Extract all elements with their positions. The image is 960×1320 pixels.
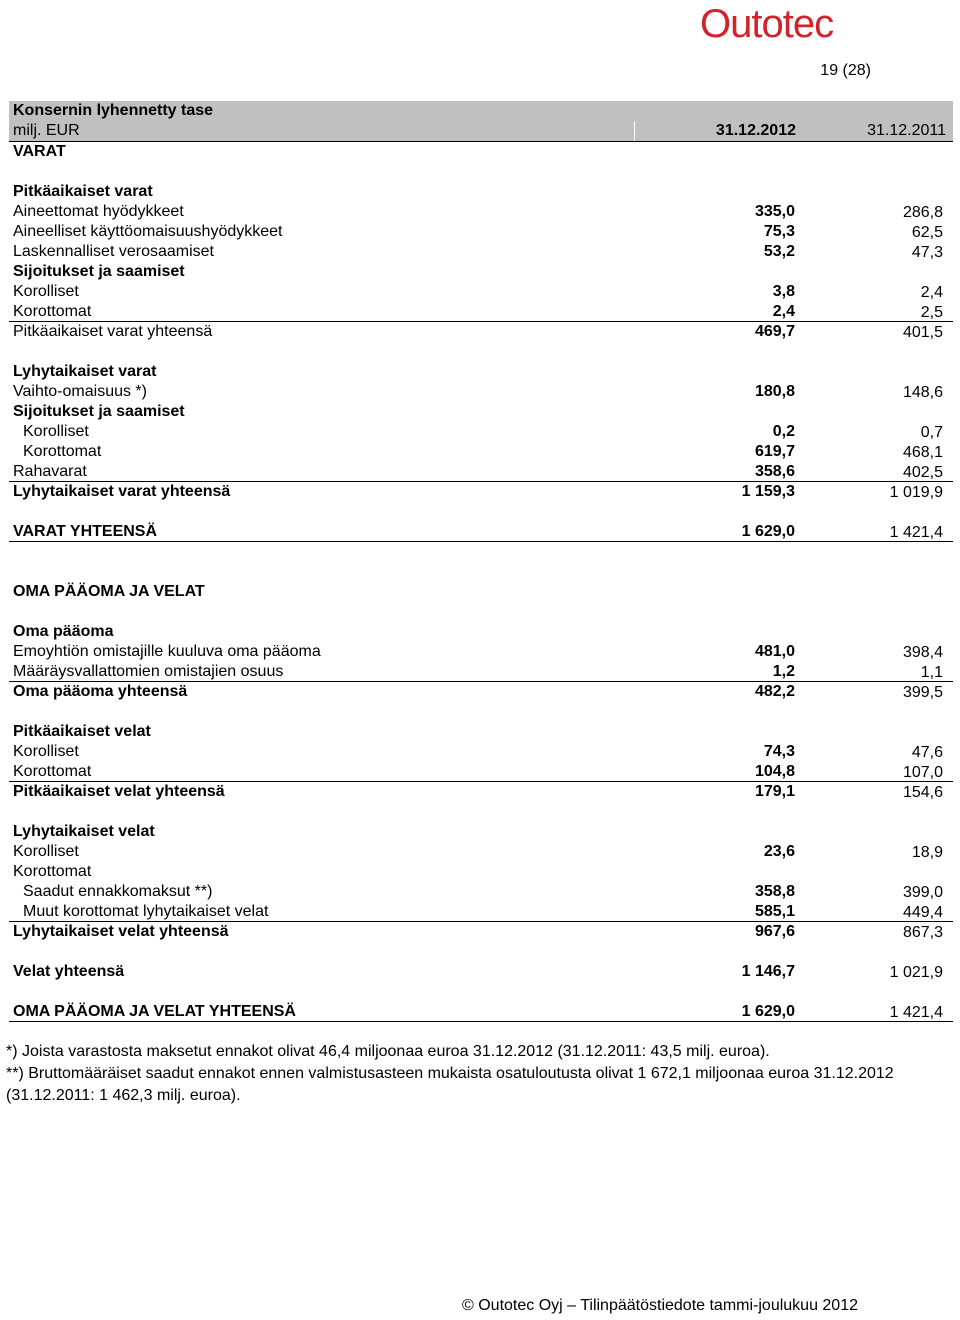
value-2011: 18,9 (911, 844, 943, 861)
row-label: Korolliset (13, 283, 79, 300)
table-row (9, 202, 953, 222)
value-2011: 399,0 (902, 884, 943, 901)
spacer-row (9, 502, 953, 522)
value-2011: 449,4 (902, 904, 943, 921)
column-header-2012: 31.12.2012 (715, 122, 796, 139)
table-row (9, 522, 953, 542)
table-row (9, 482, 953, 502)
header-divider (634, 121, 635, 141)
table-row (9, 882, 953, 902)
value-2011: 468,1 (902, 444, 943, 461)
table-row (9, 662, 953, 682)
row-label: Korottomat (13, 303, 92, 320)
footnote-2-line-1: **) Bruttomääräiset saadut ennakot ennen valmistusasteen mukaista osatuloutusta olivat 1 672,1 miljoonaa euroa 31.12.2012 (6, 1065, 894, 1082)
table-row (9, 442, 953, 462)
table-row (9, 682, 953, 702)
row-label: Muut korottomat lyhytaikaiset velat (23, 903, 269, 920)
value-2012: 23,6 (763, 843, 795, 860)
row-label: VARAT YHTEENSÄ (13, 523, 158, 540)
row-label: Pitkäaikaiset velat yhteensä (13, 783, 225, 800)
table-row (9, 322, 953, 342)
copyright-footer: © Outotec Oyj – Tilinpäätöstiedote tammi-joulukuu 2012 (462, 1297, 858, 1314)
row-label: Vaihto-omaisuus *) (13, 383, 147, 400)
row-label: Lyhytaikaiset varat (13, 363, 157, 380)
table-unit: milj. EUR (13, 122, 80, 139)
value-2011: 402,5 (902, 464, 943, 481)
table-row (9, 582, 953, 602)
value-2012: 180,8 (754, 383, 795, 400)
row-label: Oma pääoma yhteensä (13, 683, 188, 700)
value-2012: 104,8 (754, 763, 795, 780)
value-2011: 1 021,9 (889, 964, 943, 981)
row-label: Rahavarat (13, 463, 87, 480)
value-2012: 482,2 (754, 683, 795, 700)
row-label: Lyhytaikaiset velat yhteensä (13, 923, 229, 940)
row-label: Aineelliset käyttöomaisuushyödykkeet (13, 223, 283, 240)
footnote-1: *) Joista varastosta maksetut ennakot olivat 46,4 miljoonaa euroa 31.12.2012 (31.12.2011: 43,5 milj. euroa). (6, 1043, 770, 1060)
spacer-row (9, 342, 953, 362)
value-2012: 619,7 (754, 443, 795, 460)
value-2012: 1 629,0 (741, 523, 795, 540)
value-2012: 0,2 (772, 423, 795, 440)
value-2012: 3,8 (772, 283, 795, 300)
value-2012: 1 146,7 (741, 963, 795, 980)
value-2011: 286,8 (902, 204, 943, 221)
row-label: Sijoitukset ja saamiset (13, 403, 185, 420)
value-2012: 53,2 (763, 243, 795, 260)
table-row (9, 902, 953, 922)
row-label: Aineettomat hyödykkeet (13, 203, 184, 220)
table-row (9, 622, 953, 642)
value-2011: 1 019,9 (889, 484, 943, 501)
value-2012: 1 159,3 (741, 483, 795, 500)
table-row (9, 962, 953, 982)
value-2011: 1 421,4 (889, 524, 943, 541)
value-2011: 398,4 (902, 644, 943, 661)
spacer-row (9, 802, 953, 822)
spacer-row (9, 162, 953, 182)
row-label: Korolliset (23, 423, 89, 440)
balance-sheet-table (9, 101, 953, 1022)
value-2011: 154,6 (902, 784, 943, 801)
row-label: Korolliset (13, 743, 79, 760)
table-row (9, 922, 953, 942)
table-row (9, 422, 953, 442)
value-2011: 47,3 (911, 244, 943, 261)
table-row (9, 642, 953, 662)
row-label: Pitkäaikaiset varat (13, 183, 153, 200)
table-row (9, 222, 953, 242)
row-label: Korottomat (13, 863, 92, 880)
table-row (9, 302, 953, 322)
footnote-2-line-2: (31.12.2011: 1 462,3 milj. euroa). (6, 1087, 241, 1104)
value-2011: 401,5 (902, 324, 943, 341)
table-row (9, 242, 953, 262)
table-row (9, 842, 953, 862)
row-label: Lyhytaikaiset varat yhteensä (13, 483, 231, 500)
value-2012: 358,8 (754, 883, 795, 900)
row-label: Pitkäaikaiset varat yhteensä (13, 323, 213, 340)
table-row (9, 462, 953, 482)
table-row (9, 382, 953, 402)
value-2012: 75,3 (763, 223, 795, 240)
spacer-row (9, 562, 953, 582)
row-label: Lyhytaikaiset velat (13, 823, 155, 840)
column-header-2011: 31.12.2011 (867, 122, 946, 139)
spacer-row (9, 942, 953, 962)
row-label: Velat yhteensä (13, 963, 125, 980)
row-label: Sijoitukset ja saamiset (13, 263, 185, 280)
value-2012: 469,7 (754, 323, 795, 340)
value-2012: 585,1 (754, 903, 795, 920)
value-2011: 47,6 (911, 744, 943, 761)
value-2011: 1,1 (920, 664, 943, 681)
table-body (9, 142, 953, 1022)
row-label: Emoyhtiön omistajille kuuluva oma pääoma (13, 643, 321, 660)
table-row (9, 1002, 953, 1022)
value-2012: 179,1 (754, 783, 795, 800)
table-row (9, 862, 953, 882)
value-2012: 2,4 (772, 303, 795, 320)
table-row (9, 402, 953, 422)
value-2012: 335,0 (754, 203, 795, 220)
value-2012: 481,0 (754, 643, 795, 660)
value-2012: 358,6 (754, 463, 795, 480)
row-label: Korolliset (13, 843, 79, 860)
value-2011: 0,7 (920, 424, 943, 441)
table-row (9, 182, 953, 202)
table-header (9, 101, 953, 142)
spacer-row (9, 602, 953, 622)
value-2012: 74,3 (763, 743, 795, 760)
table-row (9, 782, 953, 802)
row-label: Laskennalliset verosaamiset (13, 243, 214, 260)
row-label: Oma pääoma (13, 623, 114, 640)
row-label: VARAT (13, 143, 66, 160)
value-2012: 1,2 (772, 663, 795, 680)
value-2011: 1 421,4 (889, 1004, 943, 1021)
value-2011: 867,3 (902, 924, 943, 941)
table-row (9, 142, 953, 162)
row-label: Pitkäaikaiset velat (13, 723, 151, 740)
row-label: Korottomat (13, 763, 92, 780)
table-row (9, 742, 953, 762)
spacer-row (9, 542, 953, 562)
spacer-row (9, 702, 953, 722)
value-2011: 2,5 (920, 304, 943, 321)
table-row (9, 362, 953, 382)
table-row (9, 722, 953, 742)
table-row (9, 762, 953, 782)
row-label: Saadut ennakkomaksut **) (23, 883, 213, 900)
value-2011: 148,6 (902, 384, 943, 401)
row-label: Määräysvallattomien omistajien osuus (13, 663, 284, 680)
value-2011: 62,5 (911, 224, 943, 241)
table-row (9, 282, 953, 302)
value-2012: 1 629,0 (741, 1003, 795, 1020)
page-number: 19 (28) (820, 62, 871, 79)
company-logo: Outotec (700, 2, 834, 46)
table-title: Konsernin lyhennetty tase (13, 102, 214, 119)
row-label: OMA PÄÄOMA JA VELAT (13, 583, 205, 600)
table-row (9, 262, 953, 282)
value-2011: 2,4 (920, 284, 943, 301)
value-2011: 107,0 (902, 764, 943, 781)
value-2011: 399,5 (902, 684, 943, 701)
value-2012: 967,6 (754, 923, 795, 940)
row-label: OMA PÄÄOMA JA VELAT YHTEENSÄ (13, 1003, 296, 1020)
spacer-row (9, 982, 953, 1002)
row-label: Korottomat (23, 443, 102, 460)
table-row (9, 822, 953, 842)
